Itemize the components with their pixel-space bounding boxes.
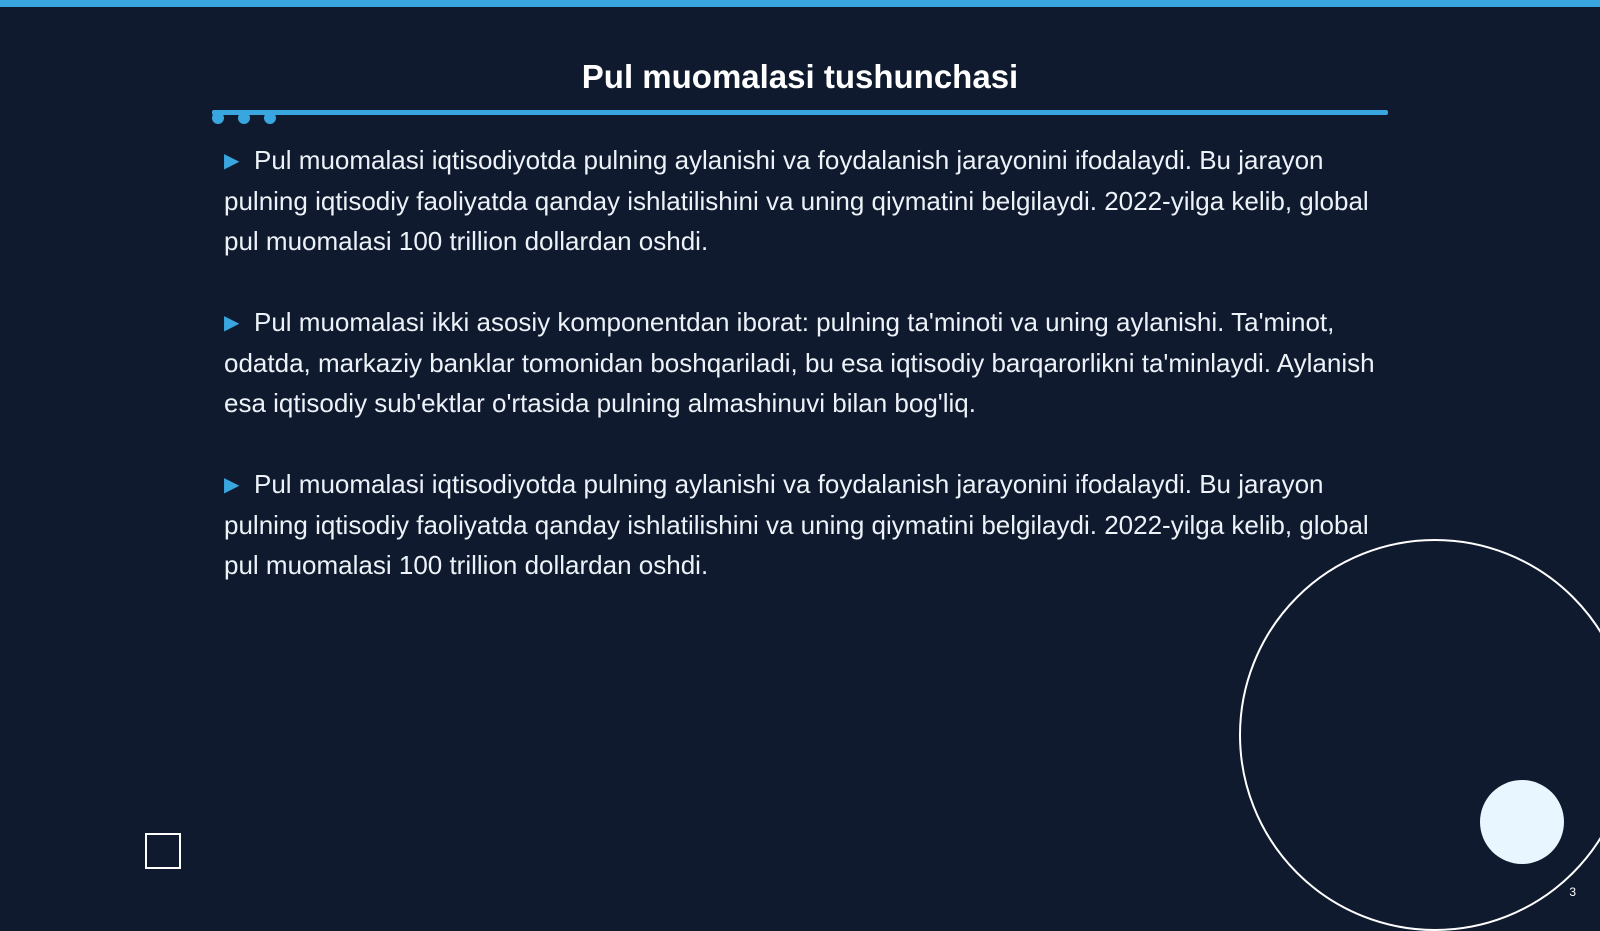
- decorative-circle-outline: [1239, 539, 1600, 931]
- bullet-arrow-icon: ▶: [224, 150, 240, 172]
- bullet-paragraph: [224, 140, 1384, 261]
- slide-body: [224, 140, 1384, 626]
- underline-dot: [264, 112, 276, 124]
- paragraph-text: Pul muomalasi ikki asosiy komponentdan iborat: pulning ta'minoti va uning aylanishi. Ta'minot, odatda, markaziy banklar tomonidan boshqariladi, bu esa iqtisodiy barqarorlikni ta'minlaydi. Aylanish esa iqtisodiy sub'ektlar o'rtasida pulning almashinuvi bilan bog'liq.: [224, 307, 1375, 418]
- underline-dot: [238, 112, 250, 124]
- underline-dot: [212, 112, 224, 124]
- decorative-square-outline: [145, 833, 181, 869]
- paragraph-text: Pul muomalasi iqtisodiyotda pulning aylanishi va foydalanish jarayonini ifodalaydi. Bu jarayon pulning iqtisodiy faoliyatda qanday ishlatilishini va uning qiymatini belgilaydi. 2022-yilga kelib, global pul muomalasi 100 trillion dollardan oshdi.: [224, 145, 1369, 256]
- title-underline: [212, 110, 1388, 115]
- bullet-arrow-icon: ▶: [224, 474, 240, 496]
- paragraph-text: Pul muomalasi iqtisodiyotda pulning aylanishi va foydalanish jarayonini ifodalaydi. Bu jarayon pulning iqtisodiy faoliyatda qanday ishlatilishini va uning qiymatini belgilaydi. 2022-yilga kelib, global pul muomalasi 100 trillion dollardan oshdi.: [224, 469, 1369, 580]
- page-number: 3: [1569, 885, 1576, 899]
- bullet-paragraph: [224, 464, 1384, 585]
- bullet-paragraph: [224, 302, 1384, 423]
- decorative-circle-filled: [1480, 780, 1564, 864]
- top-accent-bar: [0, 0, 1600, 7]
- slide-title: Pul muomalasi tushunchasi: [581, 58, 1019, 95]
- bullet-arrow-icon: ▶: [224, 312, 240, 334]
